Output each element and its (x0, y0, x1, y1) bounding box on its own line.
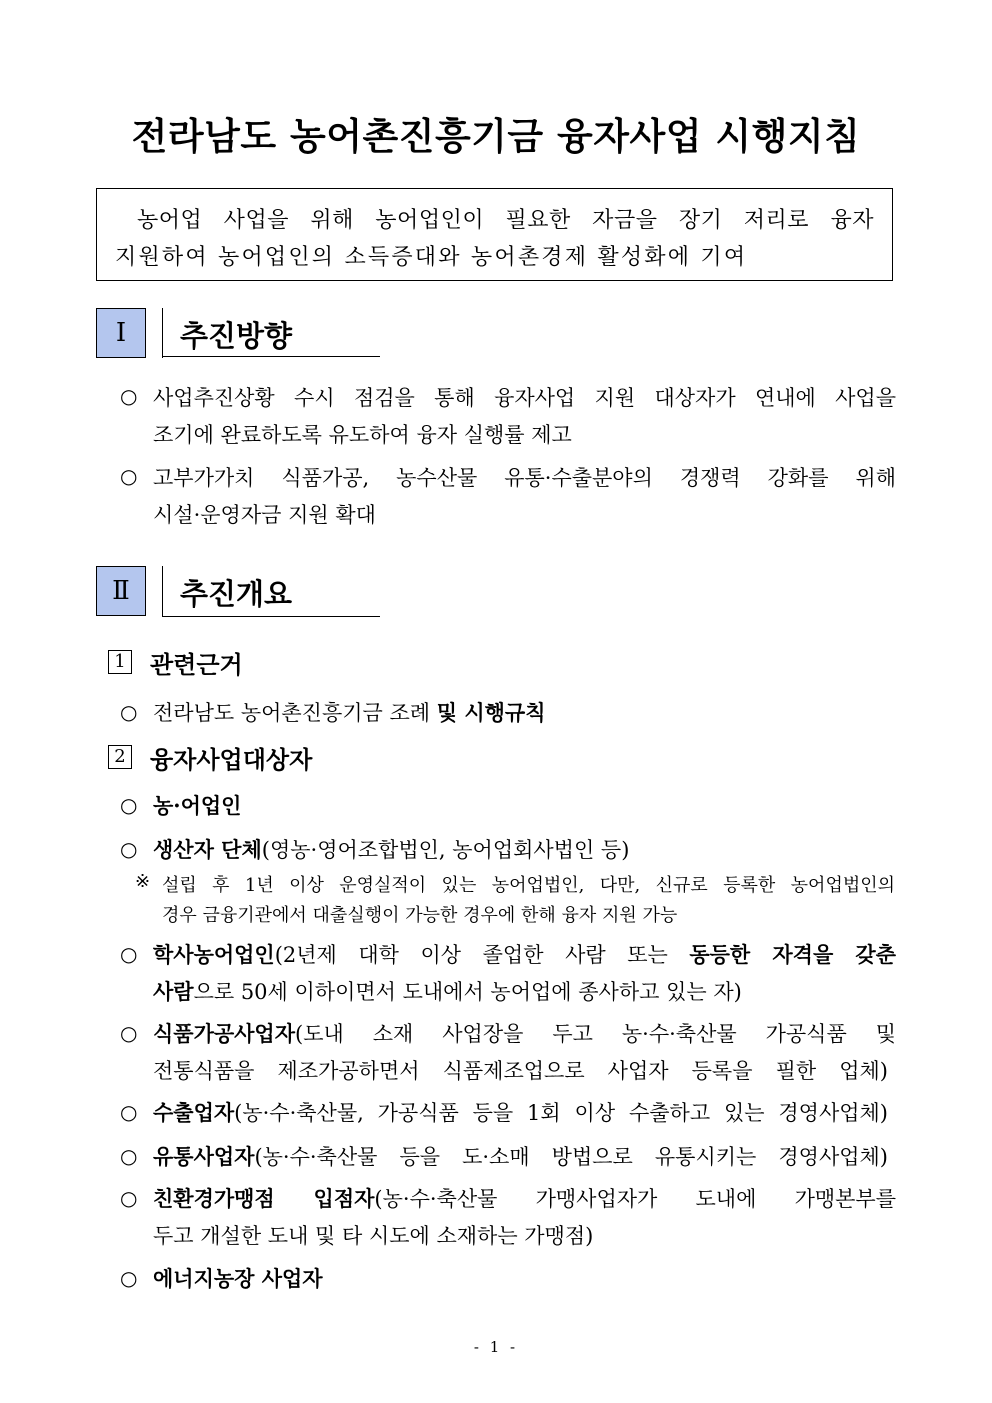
bullet-text: 사람으로 50세 이하이면서 도내에서 농어업에 종사하고 있는 자) (153, 979, 742, 1004)
purpose-box (96, 188, 893, 281)
bullet-text: 사업추진상황 수시 점검을 통해 융자사업 지원 대상자가 연내에 사업을 (153, 386, 896, 410)
bullet-text: 수출업자(농·수·축산물, 가공식품 등을 1회 이상 수출하고 있는 경영사업체) (153, 1100, 888, 1125)
bullet-text: 시설·운영자금 지원 확대 (153, 503, 376, 527)
purpose-line: 농어업 사업을 위해 농어업인이 필요한 자금을 장기 저리로 융자 (137, 208, 874, 233)
bullet-text: 식품가공사업자(도내 소재 사업장을 두고 농·수·축산물 가공식품 및 (153, 1021, 896, 1046)
bullet-text: 농·어업인 (153, 793, 242, 818)
bullet-text: 전통식품을 제조가공하면서 식품제조업으로 사업자 등록을 필한 업체) (153, 1059, 888, 1083)
bullet-text: 유통사업자(농·수·축산물 등을 도·소매 방법으로 유통시키는 경영사업체) (153, 1144, 888, 1169)
section-divider (162, 308, 163, 358)
bullet-text: 조기에 완료하도록 유도하여 융자 실행률 제고 (153, 423, 572, 447)
bullet-text: 두고 개설한 도내 및 타 시도에 소재하는 가맹점) (153, 1224, 594, 1248)
bullet-icon: ○ (120, 1144, 138, 1168)
section-title: 추진방향 (180, 319, 293, 353)
note-icon: ※ (135, 871, 151, 892)
subsection-title: 융자사업대상자 (150, 745, 313, 774)
section-number: Ⅱ (96, 566, 146, 616)
purpose-line: 지원하여 농어업인의 소득증대와 농어촌경제 활성화에 기여 (115, 245, 748, 270)
bullet-icon: ○ (120, 837, 138, 861)
section-divider (162, 566, 163, 616)
bullet-icon: ○ (120, 1100, 138, 1124)
section-underline (162, 356, 380, 357)
bullet-icon: ○ (120, 942, 138, 966)
bullet-icon: ○ (120, 464, 138, 488)
bullet-icon: ○ (120, 1266, 138, 1290)
page-number: - 1 - (473, 1338, 519, 1356)
section-underline (162, 616, 380, 617)
bullet-icon: ○ (120, 700, 138, 724)
bullet-icon: ○ (120, 1186, 138, 1210)
bullet-text: 고부가가치 식품가공, 농수산물 유통·수출분야의 경쟁력 강화를 위해 (153, 466, 896, 490)
bullet-text: 전라남도 농어촌진흥기금 조례 및 시행규칙 (153, 700, 546, 725)
subsection-title: 관련근거 (150, 650, 243, 679)
bullet-text: 학사농어업인(2년제 대학 이상 졸업한 사람 또는 동등한 자격을 갖춘 (153, 942, 896, 967)
bullet-icon: ○ (120, 1021, 138, 1045)
bullet-icon: ○ (120, 793, 138, 817)
subsection-number: 2 (108, 745, 132, 769)
note-text: 경우 금융기관에서 대출실행이 가능한 경우에 한해 융자 지원 가능 (162, 905, 678, 926)
bullet-text: 생산자 단체(영농·영어조합법인, 농어업회사법인 등) (153, 837, 630, 862)
bullet-text: 에너지농장 사업자 (153, 1266, 323, 1291)
section-number: Ⅰ (96, 308, 146, 358)
bullet-icon: ○ (120, 384, 138, 408)
subsection-number: 1 (108, 650, 132, 674)
note-text: 설립 후 1년 이상 운영실적이 있는 농어업법인, 다만, 신규로 등록한 농어업법인의 (162, 875, 895, 896)
bullet-text: 친환경가맹점 입점자(농·수·축산물 가맹사업자가 도내에 가맹본부를 (153, 1186, 896, 1211)
page-title: 전라남도 농어촌진흥기금 융자사업 시행지침 (131, 115, 861, 158)
section-title: 추진개요 (180, 577, 293, 611)
